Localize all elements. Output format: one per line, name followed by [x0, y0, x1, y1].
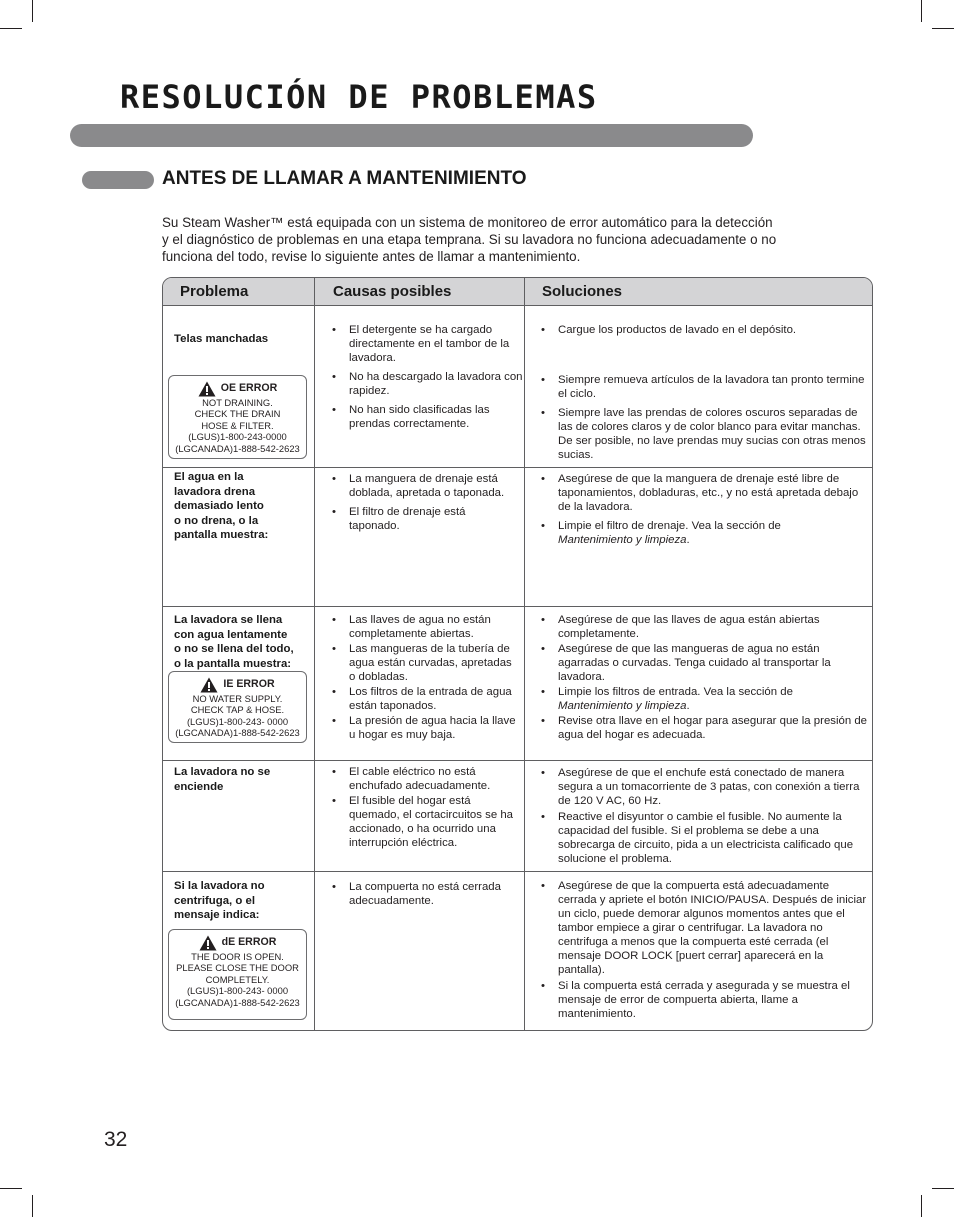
causes-list	[326, 880, 518, 913]
problem-line: La lavadora no se	[174, 766, 271, 778]
solution-item: • Cargue los productos de lavado en el depósito.	[535, 323, 869, 337]
cause-item: • No han sido clasificadas las prendas correctamente.	[326, 403, 523, 431]
solution-item: • Revise otra llave en el hogar para asegurar que la presión de agua del hogar es adecuada.	[535, 714, 869, 742]
crop-mark	[0, 28, 22, 29]
error-display-box	[168, 929, 307, 1020]
problem-line: El agua en la	[174, 471, 244, 483]
solution-item: • Limpie el filtro de drenaje. Vea la sección de Mantenimiento y limpieza.	[535, 519, 869, 547]
error-line: (LGUS)1-800-243- 0000	[186, 715, 289, 727]
problem-line: Si la lavadora no	[174, 880, 265, 892]
solutions-list	[535, 323, 869, 467]
problem-cell	[174, 470, 314, 543]
section-title: ANTES DE LLAMAR A MANTENIMIENTO	[162, 168, 527, 189]
troubleshooting-table	[162, 277, 873, 1031]
solutions-list	[535, 766, 869, 871]
solutions-list	[535, 879, 869, 1026]
cause-item: • El cable eléctrico no está enchufado adecuadamente.	[326, 765, 518, 793]
intro-paragraph	[162, 214, 852, 265]
cause-item: • La manguera de drenaje está doblada, apretada o taponada.	[326, 472, 516, 500]
row-divider	[163, 467, 872, 468]
header-solutions: Soluciones	[542, 283, 623, 300]
solution-item: • Asegúrese de que las llaves de agua están abiertas completamente.	[535, 613, 869, 641]
error-code: OE ERROR	[220, 382, 278, 395]
cause-item: • La presión de agua hacia la llave u hogar es muy baja.	[326, 714, 518, 742]
solution-item: • Asegúrese de que las mangueras de agua no están agarradas o curvadas. Tenga cuidado al transportar la lavadora.	[535, 642, 869, 684]
column-divider	[524, 278, 525, 1030]
cause-item: • El detergente se ha cargado directamente en el tambor de la lavadora.	[326, 323, 523, 365]
cause-item: • La compuerta no está cerrada adecuadamente.	[326, 880, 518, 908]
table-header	[163, 278, 872, 306]
causes-list	[326, 323, 523, 436]
error-code: dE ERROR	[221, 936, 277, 949]
header-problem: Problema	[180, 283, 249, 300]
cause-item: • El filtro de drenaje está taponado.	[326, 505, 516, 533]
page-number: 32	[104, 1128, 128, 1151]
warning-icon	[199, 935, 217, 951]
problem-line: o no drena, o la	[174, 514, 259, 527]
problem-line: lavadora drena	[174, 485, 256, 498]
causes-list	[326, 765, 518, 855]
solution-item: • Siempre remueva artículos de la lavadora tan pronto termine el ciclo.	[535, 373, 869, 401]
crop-mark	[32, 1195, 33, 1217]
intro-line: y el diagnóstico de problemas en una etapa temprana. Si su lavadora no funciona adecuadamente o no	[162, 232, 777, 247]
error-line: PLEASE CLOSE THE DOOR	[176, 962, 299, 974]
error-line: HOSE & FILTER.	[201, 419, 274, 431]
solutions-list	[535, 613, 869, 747]
error-line: NO WATER SUPPLY.	[192, 693, 283, 704]
cause-item: • Las mangueras de la tubería de agua están curvadas, apretadas o dobladas.	[326, 642, 518, 684]
solution-text: Limpie el filtro de drenaje. Vea la sección de	[558, 520, 781, 532]
warning-icon	[198, 381, 216, 397]
row-divider	[163, 606, 872, 607]
warning-icon	[200, 677, 218, 693]
crop-mark	[0, 1188, 22, 1189]
problem-line: mensaje indica:	[174, 909, 260, 921]
problem-line: o la pantalla muestra:	[174, 657, 292, 670]
solution-item: • Reactive el disyuntor o cambie el fusible. No aumente la capacidad del fusible. Si el problema se debe a una sobrecarga de circuito, pida a un electricista calificado que solucione el problema.	[535, 810, 869, 866]
crop-mark	[32, 0, 33, 22]
problem-line: o no se llena del todo,	[174, 643, 294, 655]
crop-mark	[932, 28, 954, 29]
intro-line: funciona del todo, revise lo siguiente antes de llamar a mantenimiento.	[162, 249, 581, 264]
error-line: (LGCANADA)1-888-542-2623	[175, 442, 300, 454]
solution-item: • Asegúrese de que el enchufe está conectado de manera segura a un tomacorriente de 3 patas, con conexión a tierra de 120 V AC, 60 Hz.	[535, 766, 869, 808]
cause-item: • Los filtros de la entrada de agua están taponados.	[326, 685, 518, 713]
error-line: (LGCANADA)1-888-542-2623	[175, 727, 300, 739]
solutions-list	[535, 472, 869, 552]
error-line: CHECK TAP & HOSE.	[190, 704, 285, 716]
page-title: RESOLUCIÓN DE PROBLEMAS	[120, 78, 598, 116]
error-line: CHECK THE DRAIN	[194, 408, 281, 420]
intro-line: Su Steam Washer™ está equipada con un sistema de monitoreo de error automático para la detección	[162, 215, 773, 230]
cause-item: • El fusible del hogar está quemado, el cortacircuitos se ha accionado, o ha ocurrido una interrupción eléctrica.	[326, 794, 518, 850]
title-underline-bar	[70, 124, 753, 147]
cause-item: • Las llaves de agua no están completamente abiertas.	[326, 613, 518, 641]
problem-line: La lavadora se llena	[174, 614, 283, 626]
error-code: IE ERROR	[223, 678, 275, 691]
error-line: NOT DRAINING.	[202, 397, 273, 408]
problem-line: centrifuga, o el	[174, 894, 256, 907]
solution-item: • Asegúrese de que la compuerta está adecuadamente cerrada y apriete el botón INICIO/PAUSA. Después de iniciar un ciclo, puede demorar algunos momentos antes que el tambor empiece a girar o centrifugar. La lavadora no centrifuga a menos que la compuerta esté cerrada (el mensaje DOOR LOCK [puert cerrar] aparecerá en la pantalla).	[535, 879, 869, 977]
row-divider	[163, 871, 872, 872]
header-causes: Causas posibles	[333, 283, 452, 300]
problem-line: con agua lentamente	[174, 628, 288, 641]
section-reference: Mantenimiento y limpieza	[558, 534, 687, 546]
solution-text: Limpie los filtros de entrada. Vea la sección de	[558, 686, 793, 698]
causes-list	[326, 472, 516, 538]
problem-line: Telas manchadas	[174, 333, 269, 345]
crop-mark	[932, 1188, 954, 1189]
causes-list	[326, 613, 518, 747]
error-line: (LGUS)1-800-243- 0000	[186, 985, 289, 997]
problem-line: enciende	[174, 780, 224, 793]
section-marker	[82, 171, 154, 189]
error-line: COMPLETELY.	[205, 973, 270, 985]
error-line: (LGUS)1-800-243-0000	[188, 431, 287, 443]
solution-item: • Siempre lave las prendas de colores oscuros separadas de las de colores claros y de color blanco para evitar manchas. De ser posible, no lave prendas muy sucias con otras menos sucias.	[535, 406, 869, 462]
problem-cell	[174, 332, 314, 347]
problem-cell	[174, 613, 314, 671]
solution-item: • Si la compuerta está cerrada y asegurada y se muestra el mensaje de error de compuerta abierta, llame a mantenimiento.	[535, 979, 869, 1021]
problem-cell	[174, 879, 314, 923]
row-divider	[163, 760, 872, 761]
error-line: (LGCANADA)1-888-542-2623	[175, 996, 300, 1008]
section-reference: Mantenimiento y limpieza	[558, 700, 687, 712]
problem-line: demasiado lento	[174, 500, 264, 512]
error-display-box	[168, 375, 307, 459]
solution-item: • Limpie los filtros de entrada. Vea la sección de Mantenimiento y limpieza.	[535, 685, 869, 713]
error-display-box	[168, 671, 307, 743]
crop-mark	[921, 0, 922, 22]
error-line: THE DOOR IS OPEN.	[191, 951, 284, 962]
problem-line: pantalla muestra:	[174, 529, 269, 541]
problem-cell	[174, 765, 314, 794]
cause-item: • No ha descargado la lavadora con rapidez.	[326, 370, 523, 398]
column-divider	[314, 278, 315, 1030]
solution-item: • Asegúrese de que la manguera de drenaje esté libre de taponamientos, dobladuras, etc., y no está apretada debajo de la lavadora.	[535, 472, 869, 514]
crop-mark	[921, 1195, 922, 1217]
